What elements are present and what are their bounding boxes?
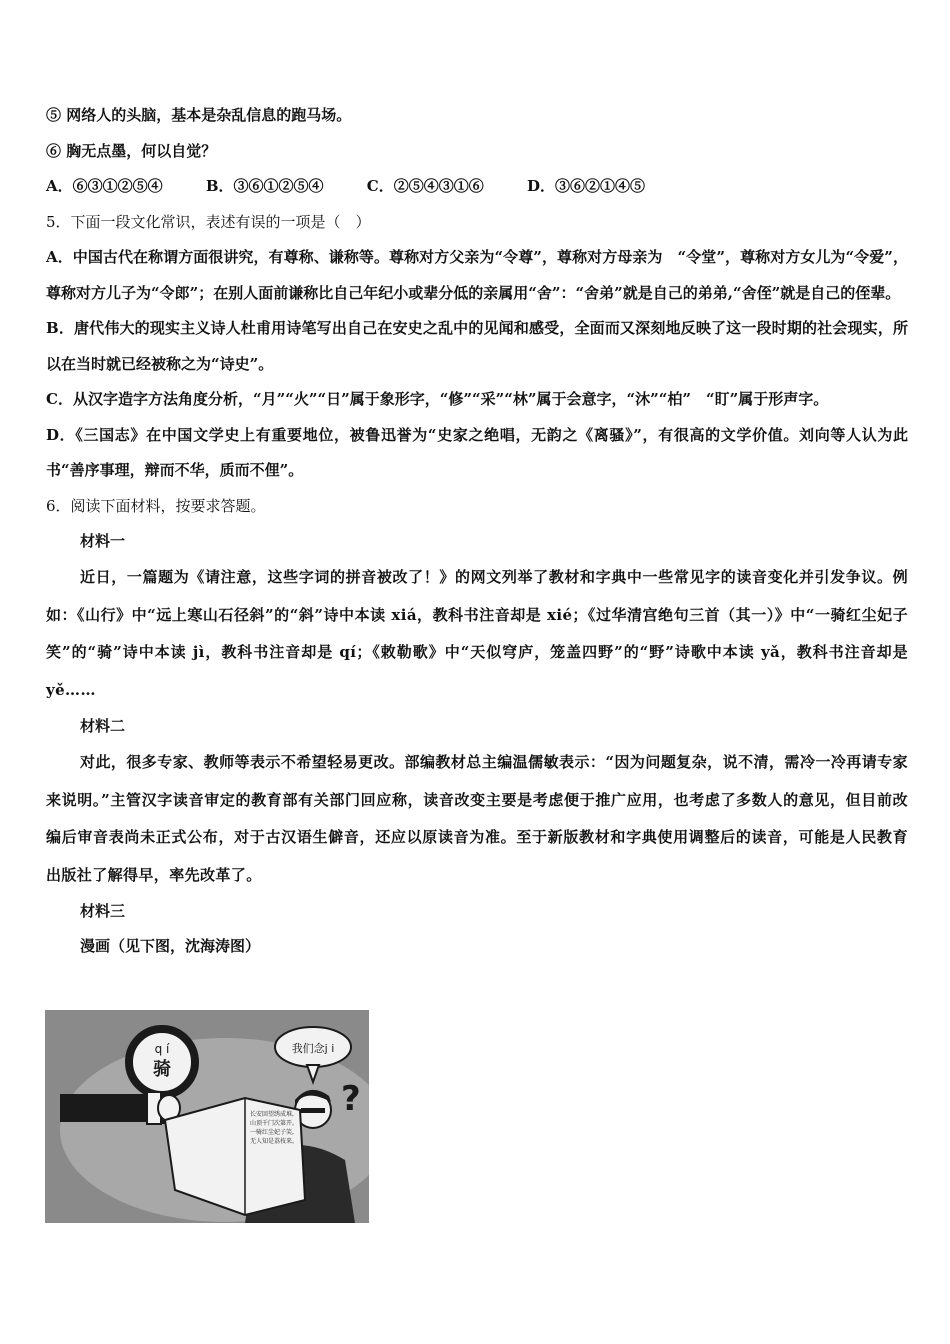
cartoon-illustration <box>45 1010 369 1223</box>
question-6-text: 阅读下面材料，按要求答题。 <box>70 496 266 515</box>
q5-option-a <box>46 240 908 311</box>
q5-option-b-text: 唐代伟大的现实主义诗人杜甫用诗笔写出自己在安史之乱中的见闻和感受，全面而又深刻地反映了这一段时期的社会现实，所以在当时就已经被称之为“诗史”。 <box>46 319 908 373</box>
material-1-title: 材料一 <box>80 532 126 550</box>
q5-option-a-text: 中国古代在称谓方面很讲究，有尊称、谦称等。尊称对方父亲为“令尊”，尊称对方母亲为 “令堂”，尊称对方女儿为“令爱”，尊称对方儿子为“令郎”；在别人面前谦称比自己年纪小或辈分低的亲属用“舍”：“舍弟”就是自己的弟弟,“舍侄”就是自己的侄辈。 <box>46 248 908 302</box>
item-6: ⑥ 胸无点墨，何以自觉？ <box>46 141 217 160</box>
q5-option-d <box>46 418 908 489</box>
material-2-text: 对此，很多专家、教师等表示不希望轻易更改。部编教材总主编温儒敏表示：“因为问题复杂，说不清，需冷一冷再请专家来说明。”主管汉字读音审定的教育部有关部门回应称，读音改变主要是考虑便于推广应用，也考虑了多数人的意见，但目前改编后审音表尚未正式公布，对于古汉语生僻音，还应以原读音为准。至于新版教材和字典使用调整后的读音，可能是人民教育出版社了解得早，率先改革了。 <box>46 753 908 884</box>
book-text-line-1: 长安回望绣成堆, <box>250 1111 294 1118</box>
arm <box>60 1094 160 1122</box>
question-mark-icon: ? <box>341 1079 361 1119</box>
material-3-title: 材料三 <box>80 902 126 920</box>
q5-option-d-label: D． <box>46 425 76 444</box>
book-text-line-4: 无人知是荔枝来。 <box>250 1138 299 1145</box>
document-page <box>46 98 908 964</box>
answer-options <box>46 169 908 205</box>
q5-option-a-label: A． <box>46 248 73 266</box>
option-a: A．⑥③①②⑤④ <box>46 177 163 195</box>
material-1-text: 近日，一篇题为《请注意，这些字词的拼音被改了！》的网文列举了教材和字典中一些常见字的读音变化并引发争议。例如：《山行》中“远上寒山石径斜”的“斜”诗中本读 xiá，教科书注音却是 xié；《过华清宫绝句三首（其一）》中“一骑红尘妃子笑”的“骑”诗中本读 jì，教科书注音却是 qí；《敕勒歌》中“天似穹庐，笼盖四野”的“野”诗歌中本读 yǎ，教科书注音却是 yě…… <box>46 568 908 699</box>
q5-option-b <box>46 311 908 382</box>
item-5: ⑤ 网络人的头脑，基本是杂乱信息的跑马场。 <box>46 106 352 124</box>
option-b: B．③⑥①②⑤④ <box>205 177 324 195</box>
question-5-stem <box>46 205 908 241</box>
q5-option-c-label: C． <box>46 390 73 408</box>
speech-bubble-text: 我们念j i <box>291 1042 335 1055</box>
q5-option-c <box>46 382 908 418</box>
question-6-stem <box>46 489 908 525</box>
book-text-line-2: 山顶千门次第开。 <box>250 1120 299 1127</box>
option-c: C．②⑤④③①⑥ <box>366 177 484 195</box>
q5-option-d-text: 《三国志》在中国文学史上有重要地位，被鲁迅誉为“史家之绝唱，无韵之《离骚》”，有很高的文学价值。刘向等人认为此书“善序事理，辩而不华，质而不俚”。 <box>46 425 908 479</box>
sign-pinyin: q í <box>154 1042 170 1056</box>
q5-option-c-text: 从汉字造字方法角度分析，“月”“火”“日”属于象形字，“修”“采”“林”属于会意字，“沐”“柏” “盯”属于形声字。 <box>72 390 829 408</box>
material-3-caption: 漫画（见下图，沈海涛图） <box>80 937 261 955</box>
book-text-line-3: 一骑红尘妃子笑, <box>250 1129 294 1136</box>
q5-option-b-label: B． <box>46 319 75 337</box>
question-5-text: 下面一段文化常识，表述有误的一项是（ ） <box>70 212 371 231</box>
option-d: D．③⑥②①④⑤ <box>526 177 645 195</box>
glasses <box>301 1108 325 1113</box>
question-5-number: 5． <box>46 212 71 231</box>
sign-character: 骑 <box>153 1059 171 1080</box>
material-2-title: 材料二 <box>80 717 126 735</box>
question-6-number: 6． <box>46 496 71 515</box>
